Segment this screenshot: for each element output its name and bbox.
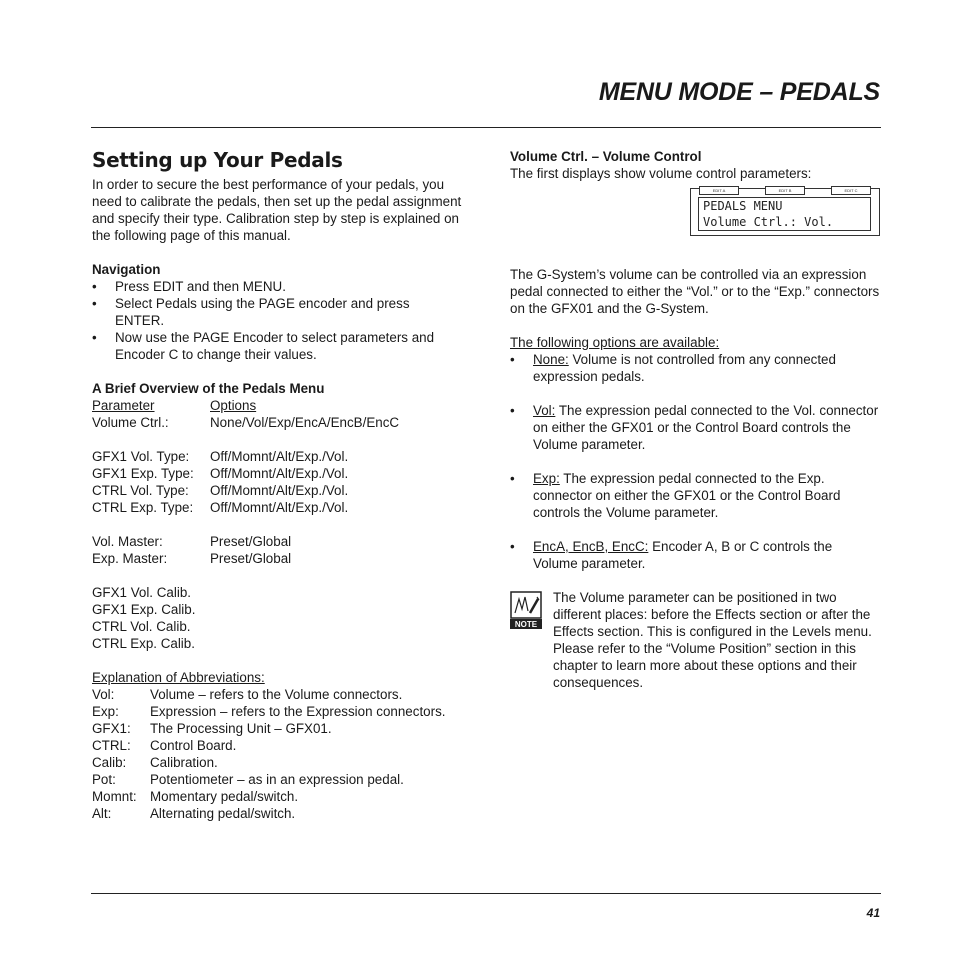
note-icon [510, 591, 542, 629]
volume-paragraph: The G-System’s volume can be controlled via an expression pedal connected to either the “Vol.” or to the “Exp.” connectors on the GFX01 and the G-System. [510, 267, 880, 316]
table-cell-options: Preset/Global [210, 534, 292, 549]
note-text: The Volume parameter can be positioned in two different places: before the Effects section or after the Effects section. This is configured in the Levels menu. Please refer to the “Volume Position” section in this chapter to learn more about these options and their consequences. [553, 590, 872, 690]
table-cell-param: GFX1 Exp. Type: [92, 466, 194, 481]
note-box [510, 589, 880, 691]
abbreviations-title: Explanation of Abbreviations: [92, 670, 265, 685]
footer-rule [91, 893, 881, 894]
options-title: The following options are available: [510, 335, 720, 350]
table-cell-param: Volume Ctrl.: [92, 415, 169, 430]
list-item [510, 402, 880, 453]
note-icon-label: NOTE [514, 620, 538, 629]
table-cell-param: Exp. Master: [92, 551, 168, 566]
abbr-desc: Volume – refers to the Volume connectors. [150, 687, 403, 702]
option-term: EncA, EncB, EncC: [533, 539, 649, 554]
list-item: • Press EDIT and then MENU. [92, 278, 462, 295]
abbr-term: Momnt: [92, 789, 137, 804]
right-column [510, 148, 880, 691]
lcd-screen [698, 197, 871, 231]
abbr-term: Calib: [92, 755, 127, 770]
abbreviations-table [92, 686, 462, 822]
lcd-buttons [699, 186, 871, 194]
list-item [510, 351, 880, 385]
overview-title: A Brief Overview of the Pedals Menu [92, 381, 325, 396]
list-item [510, 538, 880, 572]
volume-control-subtitle: The first displays show volume control parameters: [510, 166, 812, 181]
abbr-term: Alt: [92, 806, 112, 821]
table-cell-param: CTRL Exp. Calib. [92, 636, 195, 651]
column-header-parameter: Parameter [92, 398, 155, 413]
table-cell-param: CTRL Vol. Type: [92, 483, 189, 498]
page-title: MENU MODE – PEDALS [598, 78, 880, 106]
table-cell-options: Off/Momnt/Alt/Exp./Vol. [210, 449, 349, 464]
option-text: The expression pedal connected to the Vol. connector on either the GFX01 or the Control Board controls the Volume parameter. [533, 403, 879, 452]
navigation-list [92, 278, 462, 363]
list-item: • Select Pedals using the PAGE encoder and press ENTER. [92, 295, 462, 329]
overview-table-masters [92, 533, 462, 567]
overview-table-types [92, 448, 462, 516]
table-cell-options: None/Vol/Exp/EncA/EncB/EncC [210, 415, 400, 430]
table-cell-param: GFX1 Vol. Calib. [92, 585, 191, 600]
option-term: None: [533, 352, 569, 367]
table-cell-param: GFX1 Vol. Type: [92, 449, 190, 464]
abbr-term: GFX1: [92, 721, 131, 736]
lcd-button-edit-b: EDIT B [765, 186, 805, 195]
abbr-desc: Alternating pedal/switch. [150, 806, 296, 821]
lcd-display [690, 188, 880, 236]
abbr-desc: Expression – refers to the Expression connectors. [150, 704, 446, 719]
left-column [92, 148, 462, 822]
header-rule [91, 127, 881, 128]
abbr-desc: Calibration. [150, 755, 218, 770]
lcd-line-2: Volume Ctrl.: Vol. [703, 215, 834, 229]
table-cell-param: GFX1 Exp. Calib. [92, 602, 196, 617]
abbr-term: CTRL: [92, 738, 131, 753]
volume-control-heading: Volume Ctrl. – Volume Control [510, 149, 702, 164]
options-list [510, 351, 880, 572]
list-item [510, 470, 880, 521]
table-cell-options: Preset/Global [210, 551, 292, 566]
lcd-line-1: PEDALS MENU [703, 199, 783, 213]
abbr-desc: Potentiometer – as in an expression pedal. [150, 772, 404, 787]
abbr-desc: Momentary pedal/switch. [150, 789, 299, 804]
option-text: Volume is not controlled from any connected expression pedals. [533, 352, 836, 384]
section-heading: Setting up Your Pedals [92, 148, 343, 172]
table-cell-param: Vol. Master: [92, 534, 163, 549]
option-term: Vol: [533, 403, 556, 418]
option-text: The expression pedal connected to the Exp. connector on either the GFX01 or the Control Board controls the Volume parameter. [533, 471, 841, 520]
overview-table [92, 397, 462, 431]
abbr-desc: Control Board. [150, 738, 237, 753]
abbr-term: Exp: [92, 704, 119, 719]
overview-table-calib [92, 584, 462, 652]
option-text: Encoder A, B or C controls the Volume parameter. [533, 539, 833, 571]
table-cell-options: Off/Momnt/Alt/Exp./Vol. [210, 500, 349, 515]
list-item: • Now use the PAGE Encoder to select parameters and Encoder C to change their values. [92, 329, 462, 363]
abbr-term: Pot: [92, 772, 116, 787]
abbr-term: Vol: [92, 687, 115, 702]
lcd-button-edit-a: EDIT A [699, 186, 739, 195]
navigation-title: Navigation [92, 262, 161, 277]
lcd-button-edit-c: EDIT C [831, 186, 871, 195]
column-header-options: Options [210, 398, 257, 413]
table-cell-options: Off/Momnt/Alt/Exp./Vol. [210, 483, 349, 498]
table-cell-param: CTRL Exp. Type: [92, 500, 194, 515]
page-number: 41 [866, 906, 880, 920]
intro-paragraph: In order to secure the best performance of your pedals, you need to calibrate the pedals, then set up the pedal assignment and specify their type. Calibration step by step is explained on the following page of this manual. [92, 177, 462, 243]
table-cell-options: Off/Momnt/Alt/Exp./Vol. [210, 466, 349, 481]
option-term: Exp: [533, 471, 560, 486]
table-cell-param: CTRL Vol. Calib. [92, 619, 191, 634]
abbr-desc: The Processing Unit – GFX01. [150, 721, 332, 736]
